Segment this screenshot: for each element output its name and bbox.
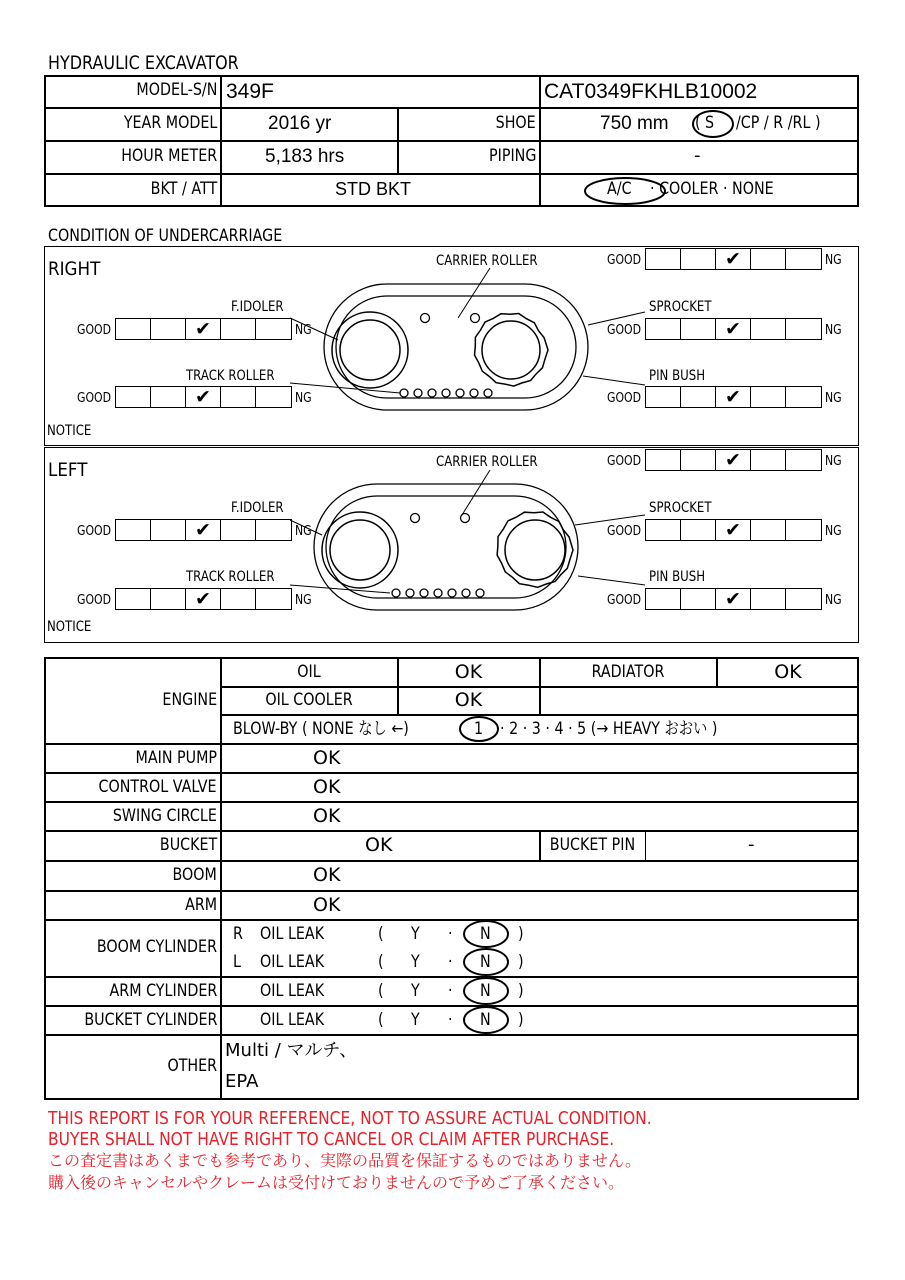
disclaimer-line-3: この査定書はあくまでも参考であり、実際の品質を保証するものではありません。 bbox=[48, 1151, 641, 1170]
arm-cylinder-no-selected-circle bbox=[461, 976, 511, 1006]
boom-cylinder-r-no-option: N bbox=[480, 924, 491, 944]
boom-cylinder-r-separator: · bbox=[448, 924, 453, 944]
left-carrier-roller-good-label: GOOD bbox=[607, 454, 642, 469]
left-carrier-roller-check-mark[interactable]: ✔ bbox=[716, 450, 751, 470]
right-sprocket-good-label: GOOD bbox=[607, 323, 642, 338]
oil-cooler-value: OK bbox=[454, 689, 483, 711]
left-label: LEFT bbox=[48, 459, 88, 481]
bucket-pin-label: BUCKET PIN bbox=[549, 835, 636, 855]
right-f-idler-label: F.IDOLER bbox=[231, 299, 284, 315]
right-track-roller-check-mark[interactable]: ✔ bbox=[186, 387, 221, 407]
left-f-idler-ng-label: NG bbox=[295, 524, 312, 539]
arm-cylinder-no-option: N bbox=[480, 981, 491, 1001]
arm-cylinder-yes-option: Y bbox=[411, 981, 420, 1001]
right-sprocket-ng-label: NG bbox=[825, 323, 842, 338]
year-value: 2016 yr bbox=[268, 113, 332, 134]
blowby-selected: 1 bbox=[474, 719, 484, 739]
year-label: YEAR MODEL bbox=[123, 113, 217, 133]
main-pump-value: OK bbox=[313, 747, 341, 769]
bucket-cylinder-oil-leak-label: OIL LEAK bbox=[260, 1010, 325, 1030]
boom-cylinder-l-open-paren: ( bbox=[378, 952, 384, 972]
boom-cylinder-l-no-selected-circle bbox=[461, 947, 511, 977]
arm-cylinder-open-paren: ( bbox=[378, 981, 384, 1001]
right-carrier-roller-label: CARRIER ROLLER bbox=[436, 253, 538, 269]
left-pin-bush-ng-label: NG bbox=[825, 593, 842, 608]
boom-cylinder-l-no-option: N bbox=[480, 952, 491, 972]
left-notice-label: NOTICE bbox=[47, 619, 92, 635]
hour-label: HOUR METER bbox=[121, 146, 217, 166]
shoe-type-selected: S bbox=[705, 113, 715, 133]
bucket-cylinder-label: BUCKET CYLINDER bbox=[83, 1010, 217, 1030]
disclaimer-line-1: THIS REPORT IS FOR YOUR REFERENCE, NOT TO ASSURE ACTUAL CONDITION. bbox=[48, 1108, 652, 1129]
right-track-roller-ng-label: NG bbox=[295, 391, 312, 406]
boom-cylinder-r-open-paren: ( bbox=[378, 924, 384, 944]
left-carrier-roller-ng-label: NG bbox=[825, 454, 842, 469]
left-carrier-roller-label: CARRIER ROLLER bbox=[436, 454, 538, 470]
right-f-idler-check-mark[interactable]: ✔ bbox=[186, 319, 221, 339]
boom-cylinder-label: BOOM CYLINDER bbox=[96, 937, 217, 957]
bucket-cylinder-separator: · bbox=[448, 1010, 453, 1030]
right-pin-bush-check-mark[interactable]: ✔ bbox=[716, 387, 751, 407]
left-f-idler-good-label: GOOD bbox=[77, 524, 112, 539]
oil-label: OIL bbox=[297, 662, 321, 682]
bucket-cylinder-open-paren: ( bbox=[378, 1010, 384, 1030]
swing-circle-value: OK bbox=[313, 805, 341, 827]
bucket-cylinder-no-selected-circle bbox=[461, 1005, 511, 1035]
boom-cylinder-r-oil-leak-label: OIL LEAK bbox=[260, 924, 325, 944]
boom-cylinder-l-side-label: L bbox=[233, 952, 241, 972]
left-sprocket-check-mark[interactable]: ✔ bbox=[716, 520, 751, 540]
disclaimer-line-4: 購入後のキャンセルやクレームは受付けておりませんので予めご了承ください。 bbox=[48, 1173, 625, 1192]
boom-cylinder-r-side-label: R bbox=[233, 924, 243, 944]
piping-value: - bbox=[694, 145, 701, 166]
bucket-cylinder-no-option: N bbox=[480, 1010, 491, 1030]
bucket-value: OK bbox=[365, 834, 393, 856]
oil-cooler-label: OIL COOLER bbox=[265, 690, 353, 710]
left-track-roller-check-mark[interactable]: ✔ bbox=[186, 589, 221, 609]
bkt-label: BKT / ATT bbox=[150, 179, 217, 199]
arm-label: ARM bbox=[184, 895, 217, 915]
boom-cylinder-r-yes-option: Y bbox=[411, 924, 420, 944]
boom-label: BOOM bbox=[172, 865, 217, 885]
right-f-idler-ng-label: NG bbox=[295, 323, 312, 338]
right-label: RIGHT bbox=[48, 258, 101, 280]
right-carrier-roller-ng-label: NG bbox=[825, 253, 842, 268]
left-f-idler-check-mark[interactable]: ✔ bbox=[186, 520, 221, 540]
arm-cylinder-label: ARM CYLINDER bbox=[109, 981, 217, 1001]
left-sprocket-label: SPROCKET bbox=[649, 500, 712, 516]
left-track-roller-good-label: GOOD bbox=[77, 593, 112, 608]
engine-label: ENGINE bbox=[162, 690, 217, 710]
page-title: HYDRAULIC EXCAVATOR bbox=[48, 52, 239, 74]
boom-cylinder-r-no-selected-circle bbox=[461, 919, 511, 949]
boom-cylinder-l-close-paren: ) bbox=[518, 952, 524, 972]
bucket-cylinder-yes-option: Y bbox=[411, 1010, 420, 1030]
shoe-label: SHOE bbox=[495, 113, 536, 133]
right-sprocket-check-mark[interactable]: ✔ bbox=[716, 319, 751, 339]
ac-options: · COOLER · NONE bbox=[650, 179, 774, 199]
control-valve-value: OK bbox=[313, 776, 341, 798]
hours-value: 5,183 hrs bbox=[265, 146, 345, 167]
left-pin-bush-good-label: GOOD bbox=[607, 593, 642, 608]
right-track-roller-label: TRACK ROLLER bbox=[186, 368, 275, 384]
bucket-cylinder-close-paren: ) bbox=[518, 1010, 524, 1030]
swing-circle-label: SWING CIRCLE bbox=[112, 806, 217, 826]
shoe-open-paren: ( bbox=[695, 113, 701, 133]
left-track-roller-label: TRACK ROLLER bbox=[186, 569, 275, 585]
blowby-prefix: BLOW-BY ( NONE なし ←) bbox=[233, 719, 409, 739]
arm-cylinder-separator: · bbox=[448, 981, 453, 1001]
left-track-roller-ng-label: NG bbox=[295, 593, 312, 608]
left-sprocket-good-label: GOOD bbox=[607, 524, 642, 539]
radiator-value: OK bbox=[774, 661, 802, 683]
model-sn-label: MODEL-S/N bbox=[136, 80, 217, 100]
right-sprocket-label: SPROCKET bbox=[649, 299, 712, 315]
bucket-pin-value: - bbox=[748, 834, 755, 855]
right-carrier-roller-check-mark[interactable]: ✔ bbox=[716, 249, 751, 269]
main-pump-label: MAIN PUMP bbox=[135, 748, 217, 768]
shoe-type-rest: /CP / R /RL ) bbox=[736, 113, 821, 133]
bkt-value: STD BKT bbox=[335, 179, 412, 199]
arm-cylinder-close-paren: ) bbox=[518, 981, 524, 1001]
right-pin-bush-ng-label: NG bbox=[825, 391, 842, 406]
other-line-2: EPA bbox=[225, 1071, 259, 1092]
arm-cylinder-oil-leak-label: OIL LEAK bbox=[260, 981, 325, 1001]
right-carrier-roller-good-label: GOOD bbox=[607, 253, 642, 268]
control-valve-label: CONTROL VALVE bbox=[98, 777, 217, 797]
arm-value: OK bbox=[313, 894, 341, 916]
left-sprocket-ng-label: NG bbox=[825, 524, 842, 539]
other-line-1: Multi / マルチ、 bbox=[225, 1040, 358, 1061]
left-pin-bush-check-mark[interactable]: ✔ bbox=[716, 589, 751, 609]
boom-cylinder-r-close-paren: ) bbox=[518, 924, 524, 944]
right-f-idler-good-label: GOOD bbox=[77, 323, 112, 338]
blowby-scale: · 2 · 3 · 4 · 5 (→ HEAVY おおい ) bbox=[500, 719, 718, 739]
left-pin-bush-label: PIN BUSH bbox=[649, 569, 706, 585]
disclaimer-line-2: BUYER SHALL NOT HAVE RIGHT TO CANCEL OR CLAIM AFTER PURCHASE. bbox=[48, 1129, 615, 1150]
right-track-roller-good-label: GOOD bbox=[77, 391, 112, 406]
oil-value: OK bbox=[454, 661, 483, 683]
right-notice-label: NOTICE bbox=[47, 423, 92, 439]
boom-cylinder-l-separator: · bbox=[448, 952, 453, 972]
radiator-label: RADIATOR bbox=[591, 662, 665, 682]
undercarriage-title: CONDITION OF UNDERCARRIAGE bbox=[48, 226, 283, 246]
left-f-idler-label: F.IDOLER bbox=[231, 500, 284, 516]
boom-cylinder-l-oil-leak-label: OIL LEAK bbox=[260, 952, 325, 972]
right-pin-bush-label: PIN BUSH bbox=[649, 368, 706, 384]
bucket-label: BUCKET bbox=[159, 835, 217, 855]
boom-cylinder-l-yes-option: Y bbox=[411, 952, 420, 972]
other-label: OTHER bbox=[167, 1056, 217, 1076]
boom-value: OK bbox=[313, 864, 341, 886]
piping-label: PIPING bbox=[488, 146, 536, 166]
shoe-size: 750 mm bbox=[600, 113, 669, 134]
serial-value: CAT0349FKHLB10002 bbox=[544, 80, 758, 103]
right-pin-bush-good-label: GOOD bbox=[607, 391, 642, 406]
ac-selected: A/C bbox=[607, 179, 632, 199]
model-value: 349F bbox=[226, 80, 274, 103]
